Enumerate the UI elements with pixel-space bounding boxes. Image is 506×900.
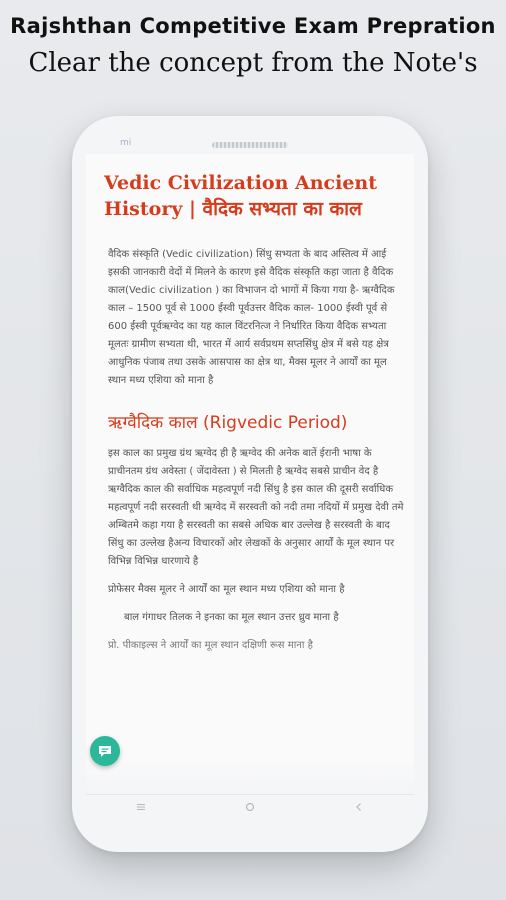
back-icon bbox=[354, 802, 364, 812]
section-title: ऋग्वैदिक काल (Rigvedic Period) bbox=[108, 413, 348, 433]
screen-fade bbox=[86, 754, 414, 794]
system-navbar bbox=[86, 794, 414, 819]
promo-subheadline: Clear the concept from the Note's bbox=[28, 48, 478, 78]
home-icon bbox=[245, 802, 255, 812]
nav-menu-button[interactable] bbox=[121, 797, 161, 817]
line-tilak: बाल गंगाधर तिलक ने इनका का मूल स्थान उत्तर ध्रुव माना है bbox=[124, 612, 339, 623]
speaker-grille bbox=[212, 142, 288, 148]
brand-label: mi bbox=[120, 138, 132, 148]
promo-headline: Rajshthan Competitive Exam Prepration bbox=[10, 14, 496, 38]
article-intro: वैदिक संस्कृति (Vedic civilization) सिंधु सभ्यता के बाद अस्तित्व में आई इसकी जानकारी वेदों में मिलने के कारण इसे वैदिक संस्कृति कहा जाता है वैदिक काल(Vedic civilization ) का विभाजन दो भागों में किया गया है- ऋग्वैदिक काल – 1500 पूर्व से 1000 ईस्वी पूर्वउत्तर वैदिक काल- 1000 ईस्वी पूर्व से 600 ईस्वी पूर्वऋग्वेद का यह काल विंटरनित्ज ने निर्धारित किया वैदिक सभ्यता मूलतः ग्रामीण सभ्यता थी, भारत में आर्य सर्वप्रथम सप्तसिंधु क्षेत्र में बसे यह क्षेत्र आधुनिक पंजाब तथा उसके आसपास का क्षेत्र था, मैक्स मूलर ने आर्यों का मूल स्थान मध्य एशिया को माना है bbox=[108, 249, 395, 386]
line-max-muller: प्रोफेसर मैक्स मूलर ने आर्यों का मूल स्थान मध्य एशिया को माना है bbox=[108, 584, 345, 595]
nav-back-button[interactable] bbox=[339, 797, 379, 817]
phone-mockup bbox=[72, 116, 428, 852]
app-screen[interactable] bbox=[86, 154, 414, 794]
section-body: इस काल का प्रमुख ग्रंथ ऋग्वेद ही है ऋग्वेद की अनेक बातें ईरानी भाषा के प्राचीनतम ग्रंथ अवेस्ता ( जेंदावेस्ता ) से मिलती है ऋग्वेद सबसे प्राचीन वेद है ऋग्वैदिक काल की सर्वाधिक महत्वपूर्ण नदी सिंधु है इस काल की दूसरी सर्वाधिक महत्वपूर्ण नदी सरस्वती थी ऋग्वेद में सरस्वती को नदी तमा नदियों में प्रमुख देवी तमे अम्बितमे कहा गया है सरस्वती का सबसे अधिक बार उल्लेख है सरस्वती के बाद सिंधु का उल्लेख हैअन्य विचारकों ओर लेखकों के अनुसार आर्यों के मूल स्थान पर विभिन्न विभिन्न धारणाये है bbox=[108, 448, 404, 567]
chat-button[interactable] bbox=[90, 736, 120, 766]
nav-home-button[interactable] bbox=[230, 797, 270, 817]
chat-icon bbox=[97, 743, 113, 759]
line-cut: प्रो. पीकाइल्स ने आर्यों का मूल स्थान दक्षिणी रूस माना है bbox=[108, 640, 313, 651]
article-title: Vedic Civilization Ancient History | वैदिक सभ्यता का काल bbox=[104, 172, 378, 220]
menu-icon bbox=[136, 802, 146, 812]
